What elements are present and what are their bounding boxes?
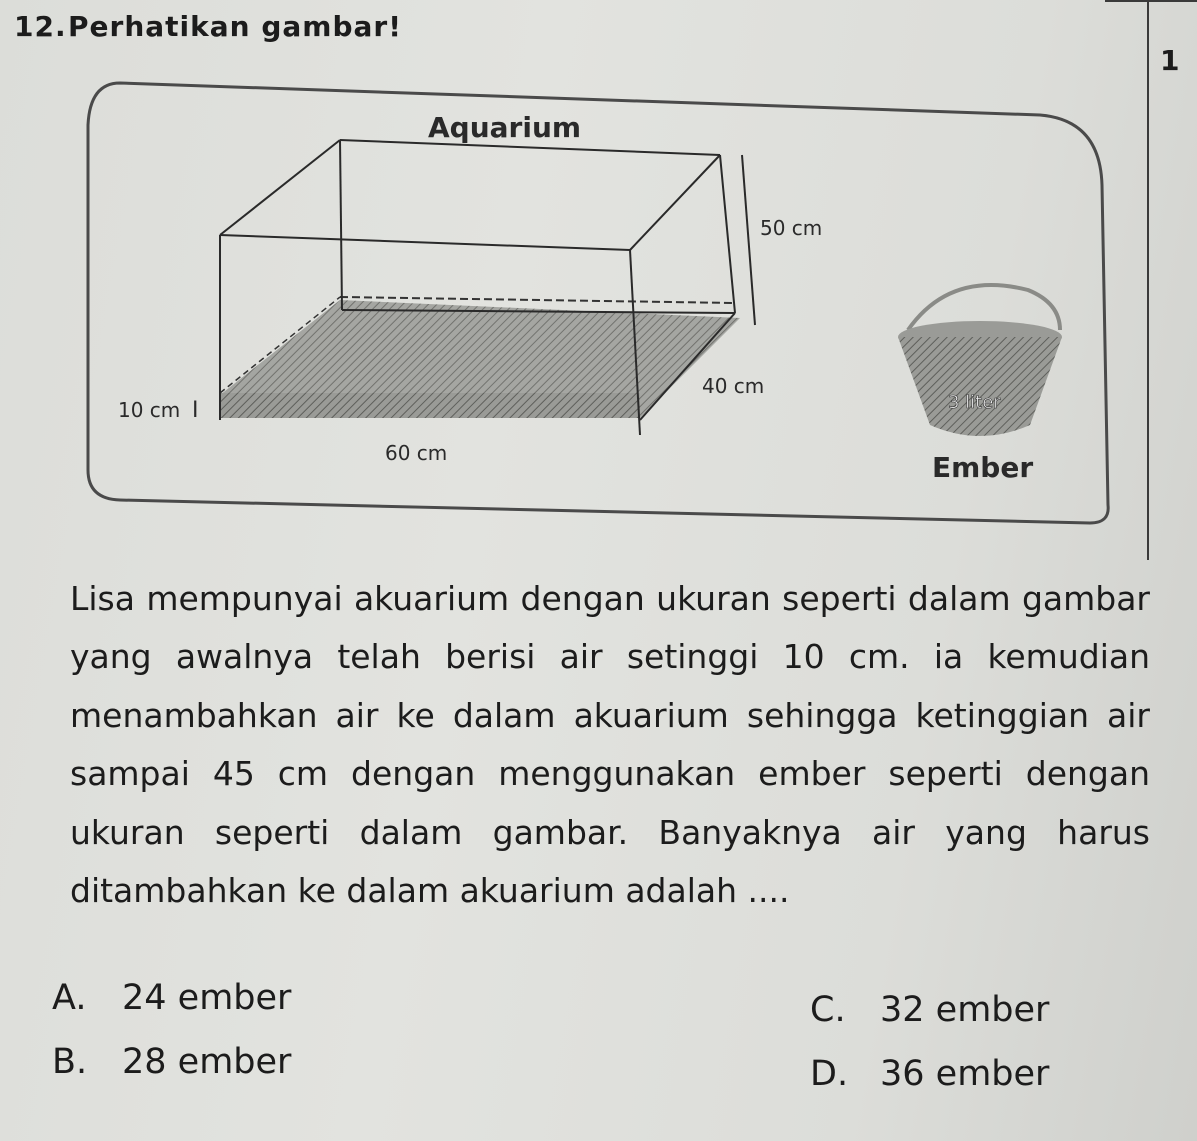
bucket-title: Ember bbox=[932, 451, 1034, 484]
water-bracket: I bbox=[192, 398, 199, 423]
option-d[interactable] bbox=[810, 1054, 1049, 1094]
water-surface-line bbox=[340, 297, 735, 303]
question-intro: Perhatikan gambar! bbox=[68, 10, 402, 43]
question-figure bbox=[80, 75, 1110, 535]
option-d-text: 36 ember bbox=[880, 1054, 1050, 1094]
option-a-text: 24 ember bbox=[122, 978, 292, 1018]
option-c-text: 32 ember bbox=[880, 990, 1050, 1030]
option-b-text: 28 ember bbox=[122, 1042, 292, 1082]
next-question-number: 1 bbox=[1160, 44, 1180, 77]
option-a[interactable] bbox=[52, 978, 291, 1018]
option-a-letter: A. bbox=[52, 978, 87, 1018]
option-d-letter: D. bbox=[810, 1054, 849, 1094]
column-divider bbox=[1147, 0, 1149, 560]
option-b-letter: B. bbox=[52, 1042, 88, 1082]
option-c[interactable] bbox=[810, 990, 1049, 1030]
water-height-label: 10 cm bbox=[118, 398, 181, 422]
height-label: 50 cm bbox=[760, 216, 823, 240]
option-b[interactable] bbox=[52, 1042, 291, 1082]
aquarium-title: Aquarium bbox=[428, 111, 582, 144]
length-label: 60 cm bbox=[385, 441, 448, 465]
depth-label: 40 cm bbox=[702, 374, 765, 398]
bucket-body bbox=[898, 337, 1062, 436]
column-top-border bbox=[1105, 0, 1197, 2]
question-paragraph: Lisa mempunyai akuarium dengan ukuran seperti dalam gambar yang awalnya telah berisi air setinggi 10 cm. ia kemudian menambahkan air ke dalam akuarium sehingga ketinggian air sampai 45 cm dengan menggunakan ember seperti dengan ukuran seperti dalam gambar. Banyaknya air yang harus ditambahkan ke dalam akuarium adalah .... bbox=[70, 579, 1150, 911]
water-front bbox=[220, 393, 640, 418]
option-c-letter: C. bbox=[810, 990, 846, 1030]
question-number: 12. bbox=[14, 10, 67, 43]
bucket-volume-label: 3 liter bbox=[948, 392, 1001, 413]
bucket-illustration bbox=[898, 285, 1062, 436]
height-dimension-line bbox=[742, 155, 755, 325]
